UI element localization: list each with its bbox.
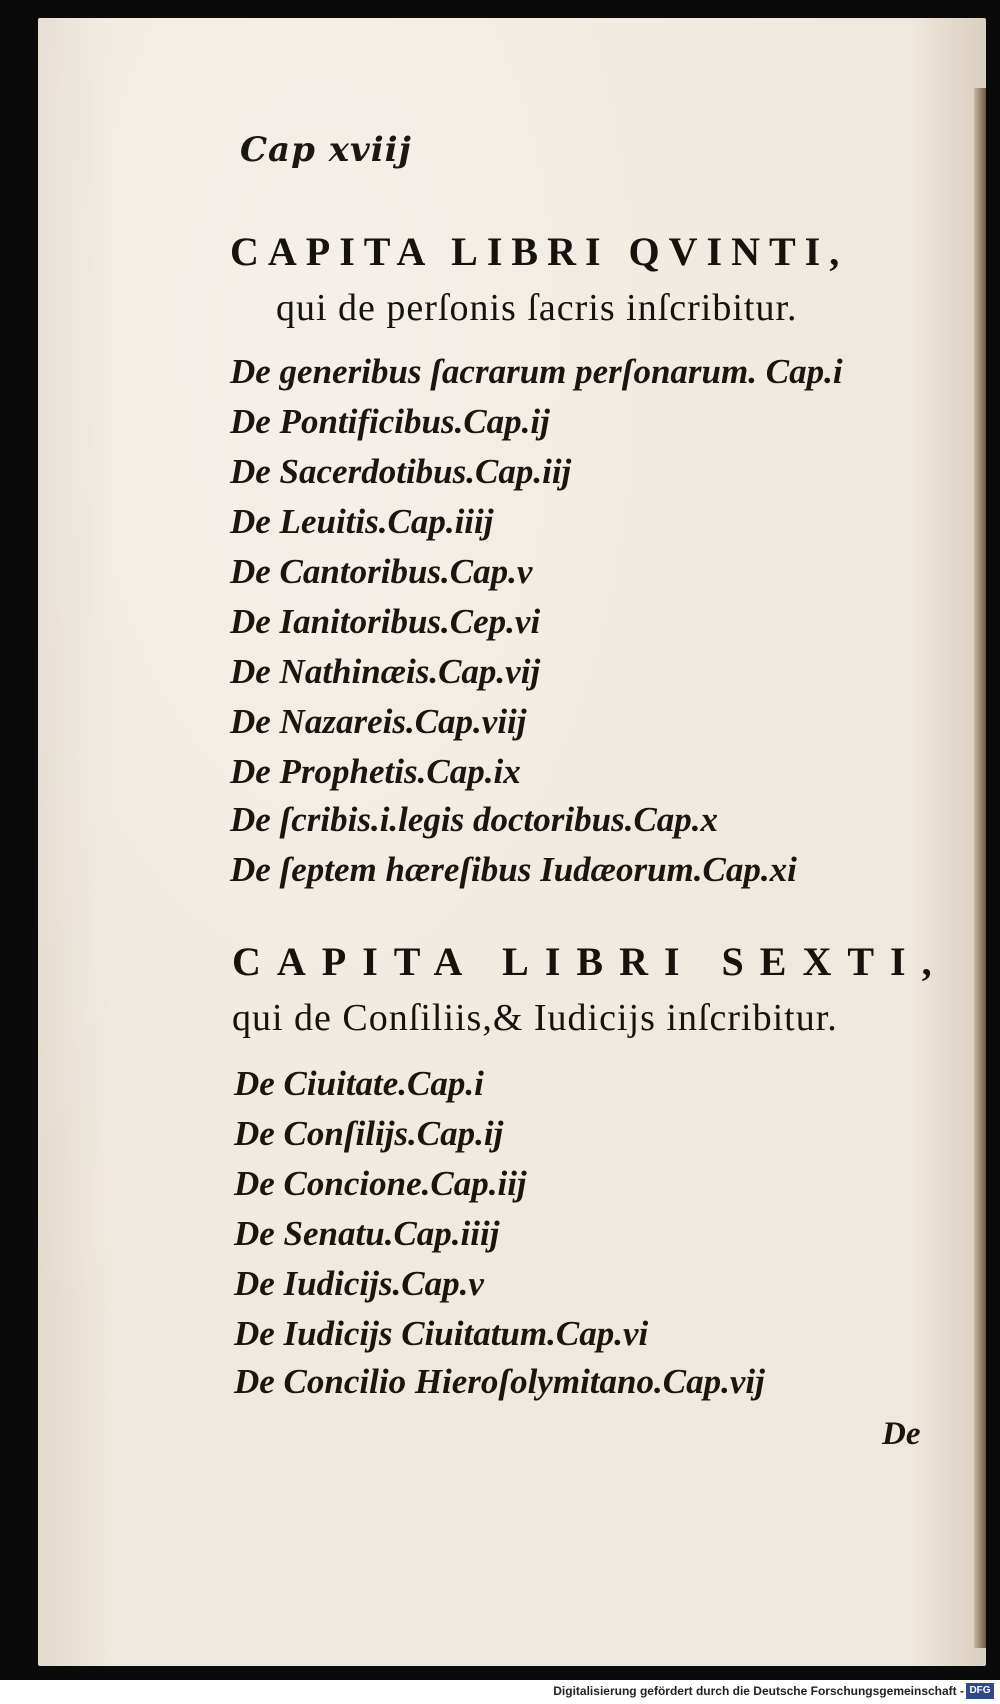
- running-head: Cap xviij: [240, 130, 412, 170]
- footer-bar: [0, 1680, 1000, 1704]
- book5-heading: CAPITA LIBRI QVINTI,: [230, 229, 849, 274]
- page-edge: [974, 88, 986, 1648]
- book5-subheading: qui de perſonis ſacris inſcribitur.: [276, 287, 798, 329]
- chapter-item: De Ianitoribus.Cep.vi: [230, 602, 541, 641]
- chapter-item: De Senatu.Cap.iiij: [234, 1214, 500, 1253]
- chapter-item: De Nathinæis.Cap.vij: [230, 652, 541, 691]
- chapter-item: De Leuitis.Cap.iiij: [230, 502, 494, 541]
- chapter-item: De Ciuitate.Cap.i: [234, 1064, 484, 1103]
- chapter-item: De Conſilijs.Cap.ij: [234, 1114, 504, 1153]
- chapter-item: De Nazareis.Cap.viij: [230, 702, 527, 741]
- catchword: De: [882, 1416, 921, 1452]
- footer-credit: Digitalisierung gefördert durch die Deutsche Forschungsgemeinschaft -: [553, 1684, 964, 1698]
- book6-subheading: qui de Conſiliis,& Iudicijs inſcribitur.: [232, 997, 838, 1039]
- dfg-logo: DFG: [966, 1683, 994, 1699]
- book6-heading: CAPITA LIBRI SEXTI,: [232, 939, 948, 984]
- chapter-item: De Prophetis.Cap.ix: [230, 752, 521, 791]
- chapter-item: De generibus ſacrarum perſonarum. Cap.i: [230, 352, 843, 391]
- chapter-item: De Concilio Hieroſolymitano.Cap.vij: [234, 1362, 765, 1401]
- chapter-item: De ſcribis.i.legis doctoribus.Cap.x: [230, 800, 719, 839]
- chapter-item: De ſeptem hæreſibus Iudæorum.Cap.xi: [230, 850, 797, 889]
- chapter-item: De Sacerdotibus.Cap.iij: [230, 452, 572, 491]
- chapter-item: De Cantoribus.Cap.v: [230, 552, 533, 591]
- chapter-item: De Concione.Cap.iij: [234, 1164, 527, 1203]
- chapter-item: De Iudicijs.Cap.v: [234, 1264, 484, 1303]
- chapter-item: De Iudicijs Ciuitatum.Cap.vi: [234, 1314, 649, 1353]
- chapter-item: De Pontificibus.Cap.ij: [230, 402, 550, 441]
